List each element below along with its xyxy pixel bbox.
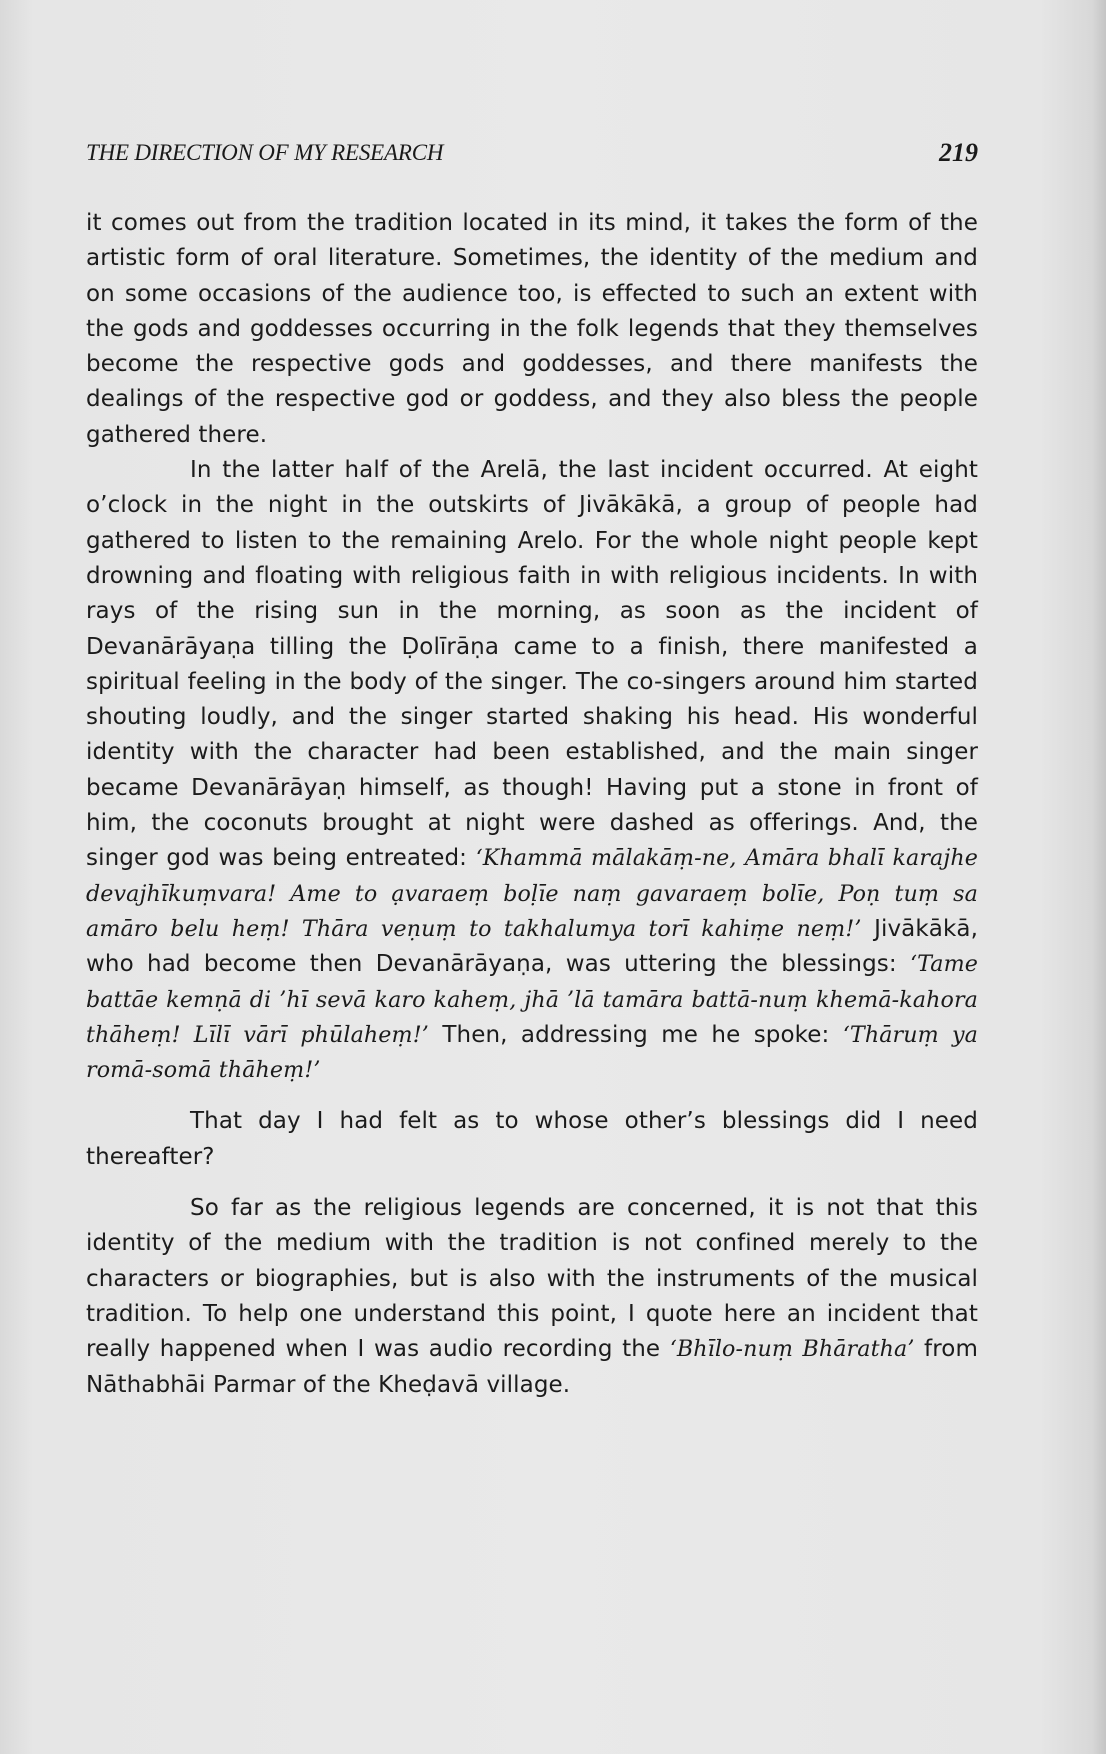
paragraph-2-text-b: Jivākākā, who had become then Devanārāyaṇa, was uttering the blessings: — [86, 915, 979, 978]
body-text — [86, 206, 978, 1403]
title-bhilo-num-bharatha: ‘Bhīlo-nuṃ Bhāratha’ — [669, 1336, 915, 1363]
quote-blessing: ‘Tame battāe kemṇā di ’hī sevā karo kaheṃ, jhā ’lā tamāra battā-nuṃ khemā-kahora thāheṃ! Līlī vārī phūlaheṃ!’ — [86, 951, 978, 1048]
paragraph-2-text-c: Then, addressing me he spoke: — [428, 1021, 843, 1048]
paragraph-3 — [86, 1104, 978, 1175]
paragraph-1 — [86, 206, 978, 453]
quote-entreaty: ‘Khammā mālakāṃ-ne, Amāra bhalī karajhe devajhīkuṃvara! Ame to ạvaraeṃ boḷīe naṃ gavaraeṃ bolīe, Poṇ tuṃ sa amāro belu heṃ! Thāra veṇuṃ to takhalumya torī kahiṃe neṃ!’ — [86, 845, 978, 942]
paragraph-2 — [86, 453, 978, 1088]
paragraph-4-text-a: So far as the religious legends are concerned, it is not that this identity of the medium with the tradition is not confined merely to the characters or biographies, but is also with the instruments of the musical tradition. To help one understand this point, I quote here an incident that really happened when I was audio recording the — [86, 1195, 978, 1363]
running-title: THE DIRECTION OF MY RESEARCH — [86, 140, 444, 165]
paragraph-1-text: it comes out from the tradition located in its mind, it takes the form of the artistic form of oral literature. Sometimes, the identity of the medium and on some occasions of the audience too, is effected to such an extent with the gods and goddesses occurring in the folk legends that they themselves become the respective gods and goddesses, and there manifests the dealings of the respective god or goddess, and they also bless the people gathered there. — [86, 210, 978, 448]
page-edge-shadow — [1092, 0, 1106, 1754]
paragraph-4 — [86, 1191, 978, 1403]
paragraph-2-text-a: In the latter half of the Arelā, the last incident occurred. At eight o’clock in the night in the outskirts of Jivākākā, a group of people had gathered to listen to the remaining Arelo. For the whole night people kept drowning and floating with religious faith in with religious incidents. In with rays of the rising sun in the morning, as soon as the incident of Devanārāyaṇa tilling the Ḍolīrāṇa came to a finish, there manifested a spiritual feeling in the body of the singer. The co-singers around him started shouting loudly, and the singer started shaking his head. His wonderful identity with the character had been established, and the main singer became Devanārāyaṇ himself, as though! Having put a stone in front of him, the coconuts brought at night were dashed as offerings. And, the singer god was being entreated: — [86, 457, 978, 872]
paragraph-3-text: That day I had felt as to whose other’s blessings did I need thereafter? — [86, 1108, 978, 1170]
quote-address: ‘Thāruṃ ya romā-somā thāheṃ!’ — [86, 1021, 978, 1084]
page-number: 219 — [939, 138, 978, 167]
paragraph-4-text-b: from Nāthabhāi Parmar of the Kheḍavā village. — [86, 1336, 978, 1398]
page-header — [86, 138, 978, 172]
